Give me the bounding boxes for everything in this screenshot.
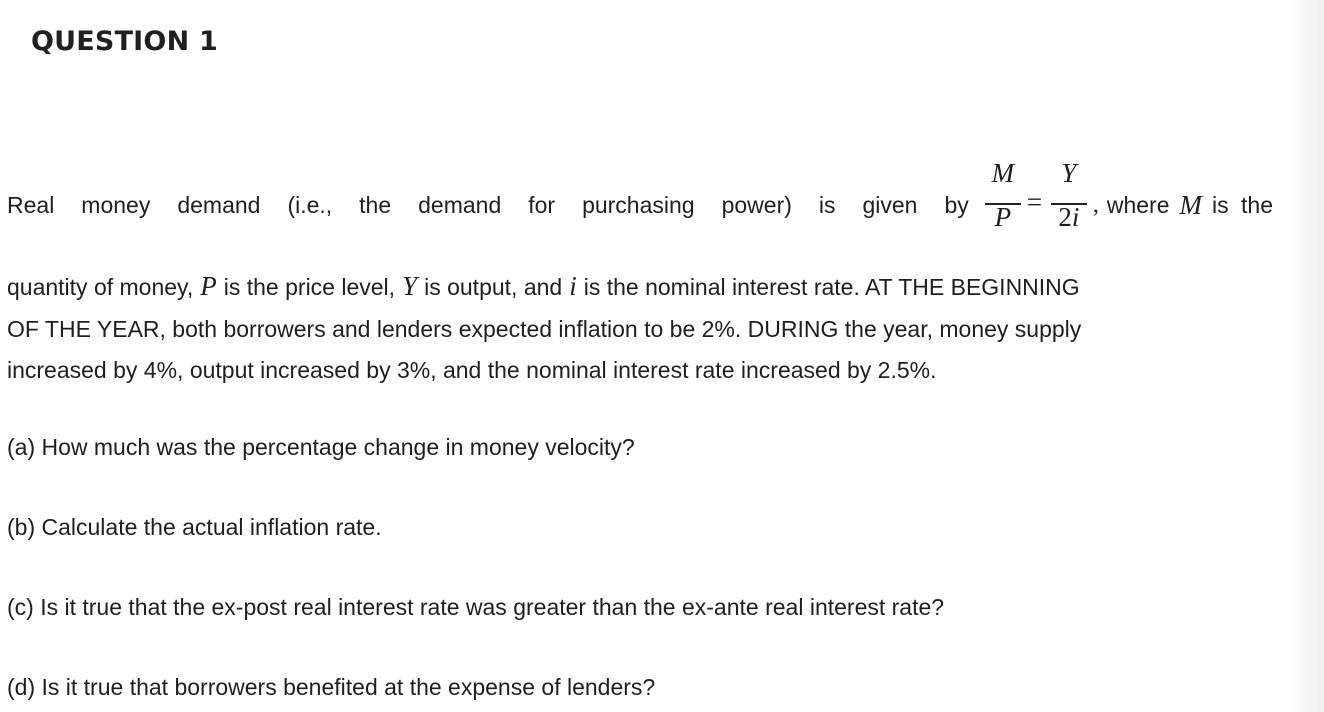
right-edge-shade — [1290, 0, 1324, 712]
intro-after-formula — [1097, 190, 1273, 220]
question-a: (a) How much was the percentage change in money velocity? — [7, 434, 635, 460]
fraction-numerator: Y — [1061, 158, 1077, 188]
intro-word: power) — [721, 192, 792, 218]
variable-y: Y — [402, 271, 418, 301]
intro-word: purchasing — [582, 192, 695, 218]
variable-m: M — [1179, 190, 1203, 220]
line1-text-a: quantity of money, — [7, 274, 194, 300]
line1-group — [7, 266, 1080, 309]
intro-word: money — [81, 192, 151, 218]
denominator-variable: i — [1071, 202, 1080, 232]
question-title: QUESTION 1 — [31, 26, 218, 57]
formula-comma: , — [1092, 192, 1099, 218]
intro-word: demand — [177, 192, 261, 218]
variable-p: P — [200, 271, 217, 301]
variable-i: i — [569, 271, 577, 301]
intro-word: for — [528, 192, 556, 218]
fraction-denominator — [1051, 202, 1087, 232]
intro-word: is — [818, 192, 836, 218]
fraction-denominator: P — [994, 202, 1012, 232]
line3-text: increased by 4%, output increased by 3%, and the nominal interest rate increased by 2.5%. — [7, 357, 937, 383]
problem-paragraph — [7, 266, 1275, 392]
intro-where: where — [1106, 192, 1170, 218]
intro-word: demand — [418, 192, 502, 218]
question-d: (d) Is it true that borrowers benefited at the expense of lenders? — [7, 674, 656, 700]
intro-word: Real — [7, 192, 55, 218]
line1-text-b: is the price level, — [223, 274, 396, 300]
equals-sign: = — [1026, 187, 1043, 217]
paragraph-line-2 — [7, 309, 1275, 351]
money-demand-formula — [985, 158, 1099, 232]
intro-word: given — [862, 192, 918, 218]
paragraph-line-1 — [7, 266, 1275, 309]
denominator-text — [1058, 202, 1079, 232]
intro-is-the: is the — [1212, 192, 1273, 218]
intro-word: (i.e., — [287, 192, 333, 218]
fraction-numerator: M — [991, 158, 1015, 188]
line1-text-c: is output, and — [424, 274, 563, 300]
denominator-digit: 2 — [1058, 202, 1072, 232]
question-b: (b) Calculate the actual inflation rate. — [7, 514, 382, 540]
line2-text: OF THE YEAR, both borrowers and lenders expected inflation to be 2%. DURING the year, money supply — [7, 315, 1082, 342]
intro-line — [7, 158, 1273, 232]
question-c: (c) Is it true that the ex-post real interest rate was greater than the ex-ante real interest rate? — [7, 594, 945, 620]
intro-word: the — [359, 192, 392, 218]
line1-text-d: is the nominal interest rate. AT THE BEGINNING — [583, 274, 1080, 300]
paragraph-line-3 — [7, 350, 1275, 392]
intro-text — [7, 190, 969, 220]
intro-word: by — [944, 192, 969, 218]
